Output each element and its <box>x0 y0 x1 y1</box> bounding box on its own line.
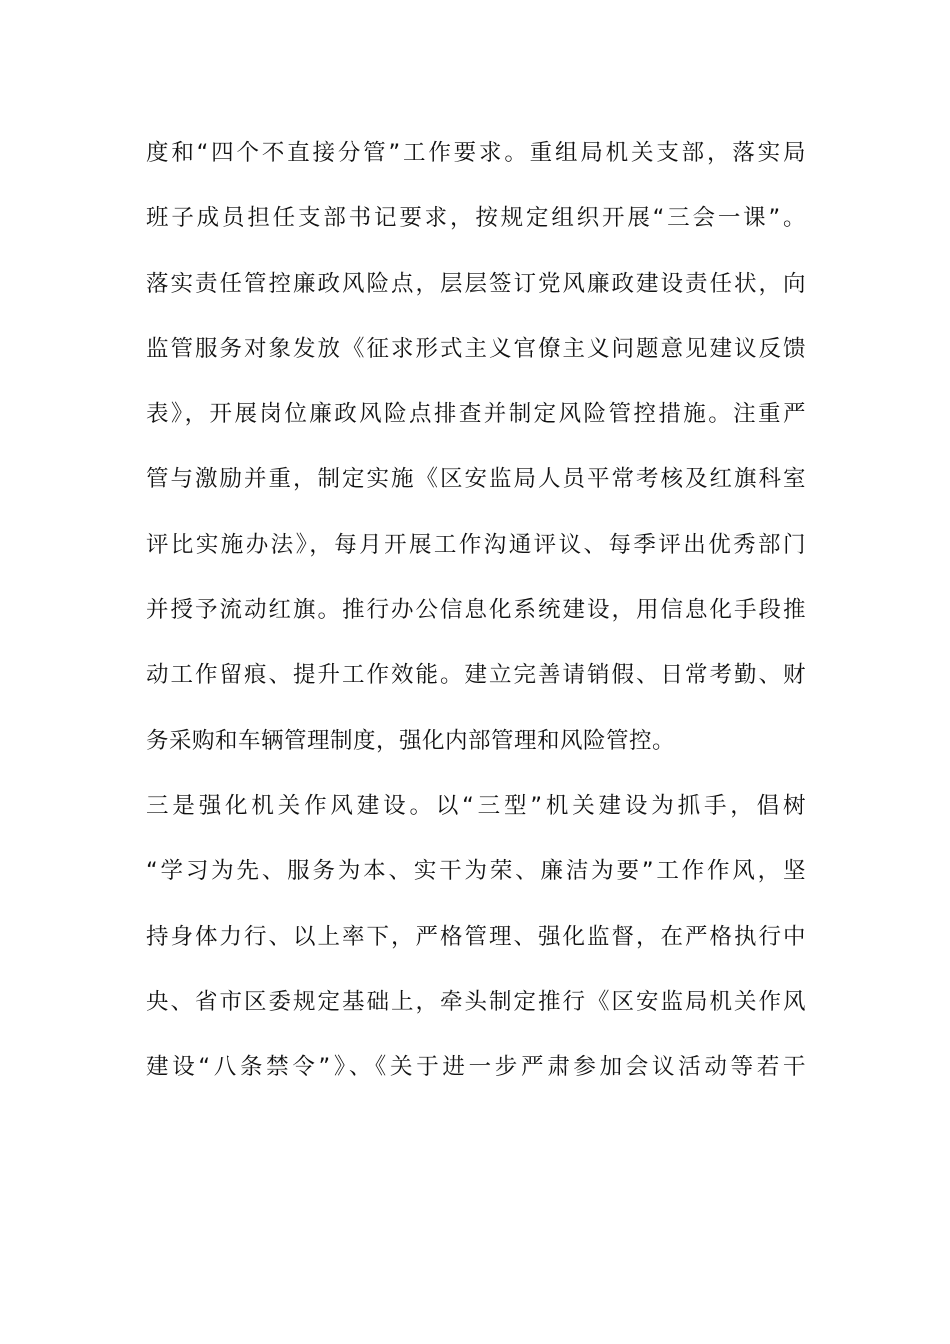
text-line-10: 务采购和车辆管理制度，强化内部管理和风险管控。 <box>146 727 676 754</box>
body-text <box>146 130 806 1109</box>
text-line-15: 建设“八条禁令”》、《关于进一步严肃参加会议活动等若干 <box>146 1054 806 1081</box>
text-line-2: 班子成员担任支部书记要求，按规定组织开展“三会一课”。 <box>146 205 806 232</box>
text-line-13: 持身体力行、以上率下，严格管理、强化监督，在严格执行中 <box>146 923 806 950</box>
text-line-3: 落实责任管控廉政风险点，层层签订党风廉政建设责任状，向 <box>146 270 806 297</box>
text-line-11: 三是强化机关作风建设。以“三型”机关建设为抓手，倡树 <box>146 792 806 819</box>
text-line-12: “学习为先、服务为本、实干为荣、廉洁为要”工作作风，坚 <box>146 858 806 885</box>
text-line-4: 监管服务对象发放《征求形式主义官僚主义问题意见建议反馈 <box>146 335 806 362</box>
text-line-5: 表》，开展岗位廉政风险点排查并制定风险管控措施。注重严 <box>146 401 806 428</box>
text-line-7: 评比实施办法》，每月开展工作沟通评议、每季评出优秀部门 <box>146 531 806 558</box>
text-line-9: 动工作留痕、提升工作效能。建立完善请销假、日常考勤、财 <box>146 662 806 689</box>
text-line-1: 度和“四个不直接分管”工作要求。重组局机关支部，落实局 <box>146 140 806 166</box>
text-line-8: 并授予流动红旗。推行办公信息化系统建设，用信息化手段推 <box>146 597 806 624</box>
text-line-6: 管与激励并重，制定实施《区安监局人员平常考核及红旗科室 <box>146 466 806 493</box>
text-line-14: 央、省市区委规定基础上，牵头制定推行《区安监局机关作风 <box>146 988 806 1015</box>
